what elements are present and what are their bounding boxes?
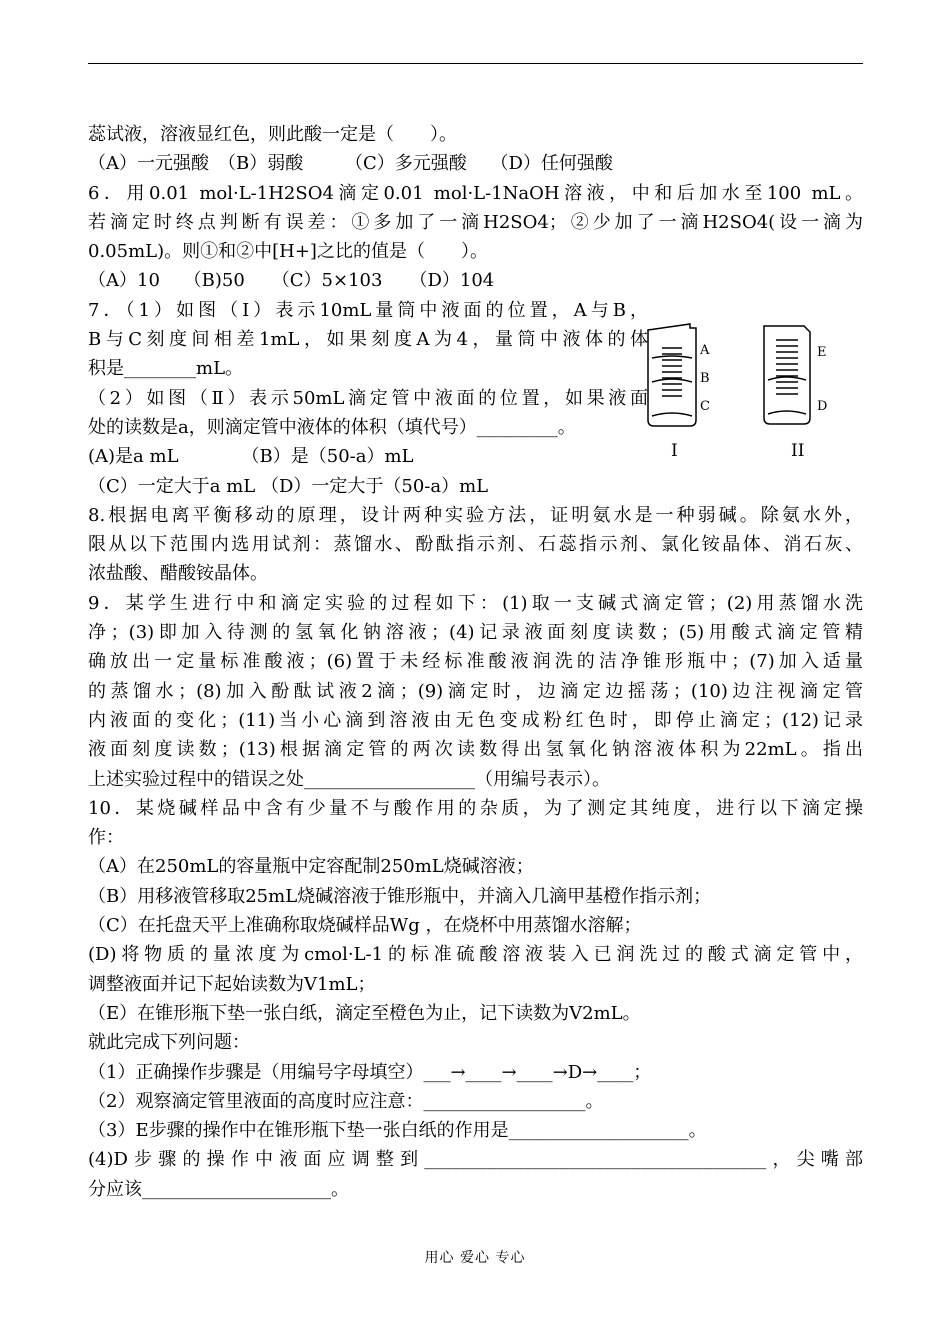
label-e: E <box>817 345 827 360</box>
header-rule <box>88 63 863 64</box>
text-line: 净；(3)即加入待测的氢氧化钠溶液；(4)记录液面刻度读数；(5)用酸式滴定管精 <box>88 622 863 644</box>
text-line: (4)D步骤的操作中液面应调整到______________________________________，尖嘴部 <box>88 1149 863 1171</box>
text-line: 0.05mL)。则①和②中[H+]之比的值是（ ）。 <box>88 241 488 263</box>
text-line: 处的读数是a，则滴定管中液体的体积（填代号）_________。 <box>88 416 576 438</box>
text-line: （C）在托盘天平上准确称取烧碱样品Wg ，在烧杯中用蒸馏水溶解； <box>88 915 642 937</box>
text-line: (D)将物质的量浓度为cmol·L-1的标准硫酸溶液装入已润洗过的酸式滴定管中， <box>88 944 863 966</box>
text-line: 蕊试液，溶液显红色，则此酸一定是（ ）。 <box>88 124 457 145</box>
text-line: 9．某学生进行中和滴定实验的过程如下：(1)取一支碱式滴定管；(2)用蒸馏水洗 <box>88 592 863 614</box>
text-line: 调整液面并记下起始读数为V1mL； <box>88 973 376 995</box>
text-line: （C）一定大于a mL （D）一定大于（50-a）mL <box>88 475 489 497</box>
figure-caption-1: I <box>671 441 678 461</box>
text-line: （A）一元强酸 （B）弱酸 （C）多元强酸 （D）任何强酸 <box>88 153 613 175</box>
text-line: 内液面的变化；(11)当小心滴到溶液由无色变成粉红色时，即停止滴定；(12)记录 <box>88 709 863 731</box>
burette-diagram <box>764 326 810 424</box>
text-line: B与C刻度间相差1mL，如果刻度A为4，量筒中液体的体 <box>88 329 648 351</box>
text-line: 作： <box>88 827 124 849</box>
text-line: 浓盐酸、醋酸铵晶体。 <box>88 563 268 585</box>
figure-caption-2: II <box>791 441 805 461</box>
measuring-cylinder-diagram <box>648 324 696 426</box>
label-c: C <box>700 399 710 414</box>
text-line: （E）在锥形瓶下垫一张白纸，滴定至橙色为止，记下读数为V2mL。 <box>88 1002 641 1024</box>
text-line: 就此完成下列问题： <box>88 1032 250 1054</box>
page-footer: 用心 爱心 专心 <box>424 1250 526 1266</box>
text-line: 6．用0.01 mol·L-1H2SO4滴定0.01 mol·L-1NaOH溶液，中和后加水至100 mL。 <box>88 182 863 204</box>
label-d: D <box>817 399 828 414</box>
text-line: 限从以下范围内选用试剂：蒸馏水、酚酞指示剂、石蕊指示剂、氯化铵晶体、消石灰、 <box>88 534 863 556</box>
label-b: B <box>700 371 710 386</box>
text-line: 10．某烧碱样品中含有少量不与酸作用的杂质，为了测定其纯度，进行以下滴定操 <box>88 797 863 819</box>
text-line: 若滴定时终点判断有误差：①多加了一滴H2SO4；②少加了一滴H2SO4(设一滴为 <box>88 211 863 233</box>
cylinder-burette-figure <box>640 318 840 468</box>
text-line: （A）在250mL的容量瓶中定容配制250mL烧碱溶液； <box>88 856 534 878</box>
question-body <box>88 120 863 1204</box>
text-line: （1）正确操作步骤是（用编号字母填空）___→____→____→D→____； <box>88 1061 652 1083</box>
text-line: （3）E步骤的操作中在锥形瓶下垫一张白纸的作用是____________________。 <box>88 1120 707 1142</box>
text-line: 液面刻度读数；(13)根据滴定管的两次读数得出氢氧化钠溶液体积为22mL。指出 <box>88 739 863 761</box>
text-line: 的蒸馏水；(8)加入酚酞试液2滴；(9)滴定时，边滴定边摇荡；(10)边注视滴定管 <box>88 680 863 702</box>
text-line: （2）如图（Ⅱ）表示50mL滴定管中液面的位置，如果液面 <box>88 387 648 409</box>
text-line: （2）观察滴定管里液面的高度时应注意：__________________。 <box>88 1090 604 1112</box>
text-line: （B）用移液管移取25mL烧碱溶液于锥形瓶中，并滴入几滴甲基橙作指示剂； <box>88 885 712 907</box>
text-line: 分应该_____________________。 <box>88 1178 349 1200</box>
text-line: 上述实验过程中的错误之处___________________（用编号表示）。 <box>88 768 610 790</box>
label-a: A <box>700 343 710 358</box>
text-line: 确放出一定量标准酸液；(6)置于未经标准酸液润洗的洁净锥形瓶中；(7)加入适量 <box>88 651 863 673</box>
text-line: (A)是a mL （B）是（50-a）mL <box>88 446 414 468</box>
text-line: 7．（1）如图（Ⅰ）表示10mL量筒中液面的位置，A与B， <box>88 299 648 321</box>
text-line: （A）10 （B)50 （C）5×103 （D）104 <box>88 270 495 292</box>
text-line: 8.根据电离平衡移动的原理，设计两种实验方法，证明氨水是一种弱碱。除氨水外， <box>88 504 863 526</box>
text-line: 积是________mL。 <box>88 358 244 380</box>
